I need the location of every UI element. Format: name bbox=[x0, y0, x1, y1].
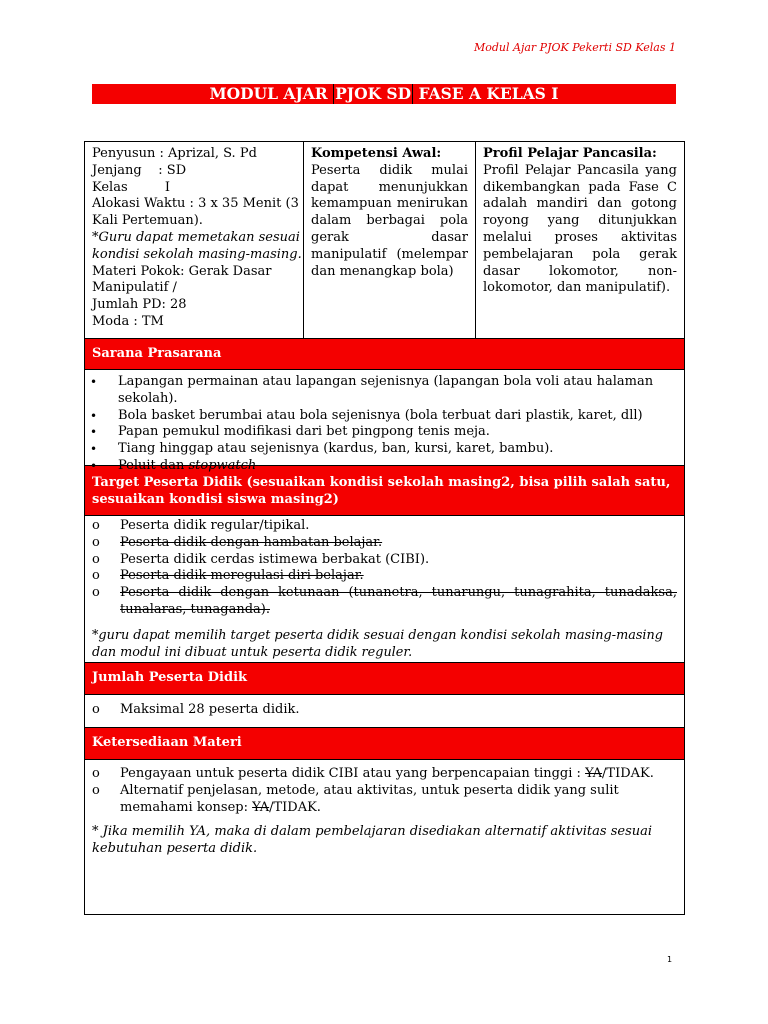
circle-bullet-icon: o bbox=[92, 766, 100, 781]
bullet-icon: • bbox=[90, 408, 98, 423]
title-part-2: PJOK SD bbox=[335, 84, 412, 103]
competency-title: Kompetensi Awal: bbox=[311, 146, 442, 161]
section-header-sarana bbox=[85, 339, 684, 370]
struck-option: YA bbox=[252, 799, 270, 815]
list-item-text: Peserta didik regular/tipikal. bbox=[120, 518, 310, 533]
option-text: /TIDAK. bbox=[602, 766, 654, 781]
list-item-text: Peserta didik dengan hambatan belajar. bbox=[120, 534, 383, 550]
mode-line: Moda : TM bbox=[92, 313, 164, 329]
target-note bbox=[92, 628, 677, 662]
list-item bbox=[92, 518, 677, 535]
students-line: Jumlah PD: 28 bbox=[92, 297, 187, 313]
list-item-text: Bola basket berumbai atau bola sejenisnya (bola terbuat dari plastik, karet, dll) bbox=[118, 407, 643, 423]
circle-bullet-icon: o bbox=[92, 782, 100, 798]
class-line: Kelas I bbox=[92, 179, 170, 195]
profile-column bbox=[476, 142, 684, 338]
profile-text: Profil Pelajar Pancasila yang dikembangkan pada Fase C adalah mandiri dan gotong royong yang ditunjukkan melalui proses aktivitas pembelajaran pola gerak dasar lokomotor, non-lokomotor, dan manipulatif). bbox=[483, 162, 677, 296]
list-item-text: Peserta didik cerdas istimewa berbakat (CIBI). bbox=[120, 551, 430, 567]
note-text: guru dapat memilih target peserta didik sesuai dengan kondisi sekolah masing-masing dan modul ini dibuat untuk peserta didik reguler bbox=[92, 627, 663, 660]
teacher-note-line-2: kondisi sekolah masing-masing. bbox=[92, 246, 302, 262]
level-line: Jenjang : SD bbox=[92, 162, 187, 178]
list-item-text: Peserta didik meregulasi diri belajar. bbox=[120, 568, 364, 584]
module-table bbox=[84, 141, 685, 915]
topic-line-2: Manipulatif / bbox=[92, 280, 177, 296]
title-part-1: MODUL AJAR bbox=[209, 84, 334, 103]
circle-bullet-icon: o bbox=[92, 534, 100, 550]
competency-text: Peserta didik mulai dapat menunjukkan kemampuan menirukan dalam berbagai pola gerak dasar manipulatif (melempar dan menangkap bola) bbox=[311, 162, 468, 279]
list-item bbox=[92, 783, 677, 817]
section-title: Jumlah Peserta Didik bbox=[92, 670, 248, 686]
materi-list bbox=[85, 760, 684, 858]
list-item-text: Alternatif penjelasan, metode, atau aktivitas, untuk peserta didik yang sulit memahami konsep: bbox=[120, 782, 619, 815]
option-text: /TIDAK. bbox=[269, 799, 321, 815]
list-item-text: Papan pemukul modifikasi dari bet pingpong tenis meja. bbox=[118, 424, 490, 440]
circle-bullet-icon: o bbox=[92, 585, 100, 601]
circle-bullet-icon: o bbox=[92, 568, 100, 584]
list-item-text: Peserta didik dengan ketunaan (tunanetra, tunarungu, tunagrahita, tunadaksa, tunalaras, tunaganda). bbox=[120, 585, 677, 617]
section-header-materi bbox=[85, 728, 684, 760]
jumlah-list bbox=[85, 695, 684, 728]
section-title: Target Peserta Didik (sesuaikan kondisi sekolah masing2, bisa pilih salah satu, sesuaikan kondisi siswa masing2) bbox=[92, 474, 671, 507]
section-header-jumlah bbox=[85, 663, 684, 695]
list-item bbox=[90, 458, 677, 475]
title-part-3: FASE A KELAS I bbox=[413, 84, 559, 103]
bullet-icon: • bbox=[90, 442, 98, 457]
list-item-text: Lapangan permainan atau lapangan sejenisnya (lapangan bola voli atau halaman sekolah). bbox=[118, 374, 654, 406]
list-item-text-italic: stopwatch bbox=[188, 457, 257, 473]
circle-bullet-icon: o bbox=[92, 702, 100, 717]
time-line: Alokasi Waktu : 3 x 35 Menit (3 bbox=[92, 196, 299, 212]
bullet-icon: • bbox=[90, 375, 98, 389]
list-item bbox=[90, 424, 677, 441]
target-list bbox=[85, 516, 684, 663]
section-header-target bbox=[85, 466, 684, 516]
identity-column bbox=[85, 142, 304, 338]
list-item bbox=[90, 441, 677, 458]
bullet-icon: • bbox=[90, 458, 98, 473]
info-row bbox=[85, 142, 684, 339]
circle-bullet-icon: o bbox=[92, 551, 100, 567]
list-item-text: Maksimal 28 peserta didik. bbox=[120, 702, 300, 717]
list-item-text: Peluit dan bbox=[118, 457, 189, 473]
list-item bbox=[92, 766, 677, 783]
note-star: * bbox=[92, 627, 99, 643]
time-line-2: Kali Pertemuan). bbox=[92, 213, 203, 229]
list-item-text: Pengayaan untuk peserta didik CIBI atau yang berpencapaian tinggi : bbox=[120, 766, 586, 781]
teacher-note-line: *Guru dapat memetakan sesuai bbox=[92, 229, 300, 245]
list-item bbox=[92, 702, 677, 719]
materi-note: * Jika memilih YA, maka di dalam pembelajaran disediakan alternatif aktivitas sesuai kebutuhan peserta didik. bbox=[92, 824, 653, 857]
list-item bbox=[92, 568, 677, 585]
document-title bbox=[92, 84, 676, 104]
list-item-text: Tiang hinggap atau sejenisnya (kardus, ban, kursi, karet, bambu). bbox=[118, 441, 554, 457]
list-item bbox=[92, 585, 677, 619]
section-title: Sarana Prasarana bbox=[92, 345, 222, 361]
list-item bbox=[92, 552, 677, 569]
note-end: . bbox=[408, 644, 413, 660]
running-header: Modul Ajar PJOK Pekerti SD Kelas 1 bbox=[473, 41, 676, 54]
competency-column bbox=[304, 142, 476, 338]
list-item bbox=[90, 374, 677, 408]
list-item bbox=[90, 408, 677, 425]
author-line: Penyusun : Aprizal, S. Pd bbox=[92, 146, 257, 161]
page-number: 1 bbox=[667, 955, 673, 964]
sarana-list bbox=[85, 370, 684, 473]
list-item bbox=[92, 535, 677, 552]
section-title: Ketersediaan Materi bbox=[92, 735, 242, 751]
struck-option: YA bbox=[585, 766, 603, 781]
profile-title: Profil Pelajar Pancasila: bbox=[483, 146, 657, 161]
circle-bullet-icon: o bbox=[92, 518, 100, 533]
bullet-icon: • bbox=[90, 425, 98, 440]
topic-line: Materi Pokok: Gerak Dasar bbox=[92, 263, 272, 279]
